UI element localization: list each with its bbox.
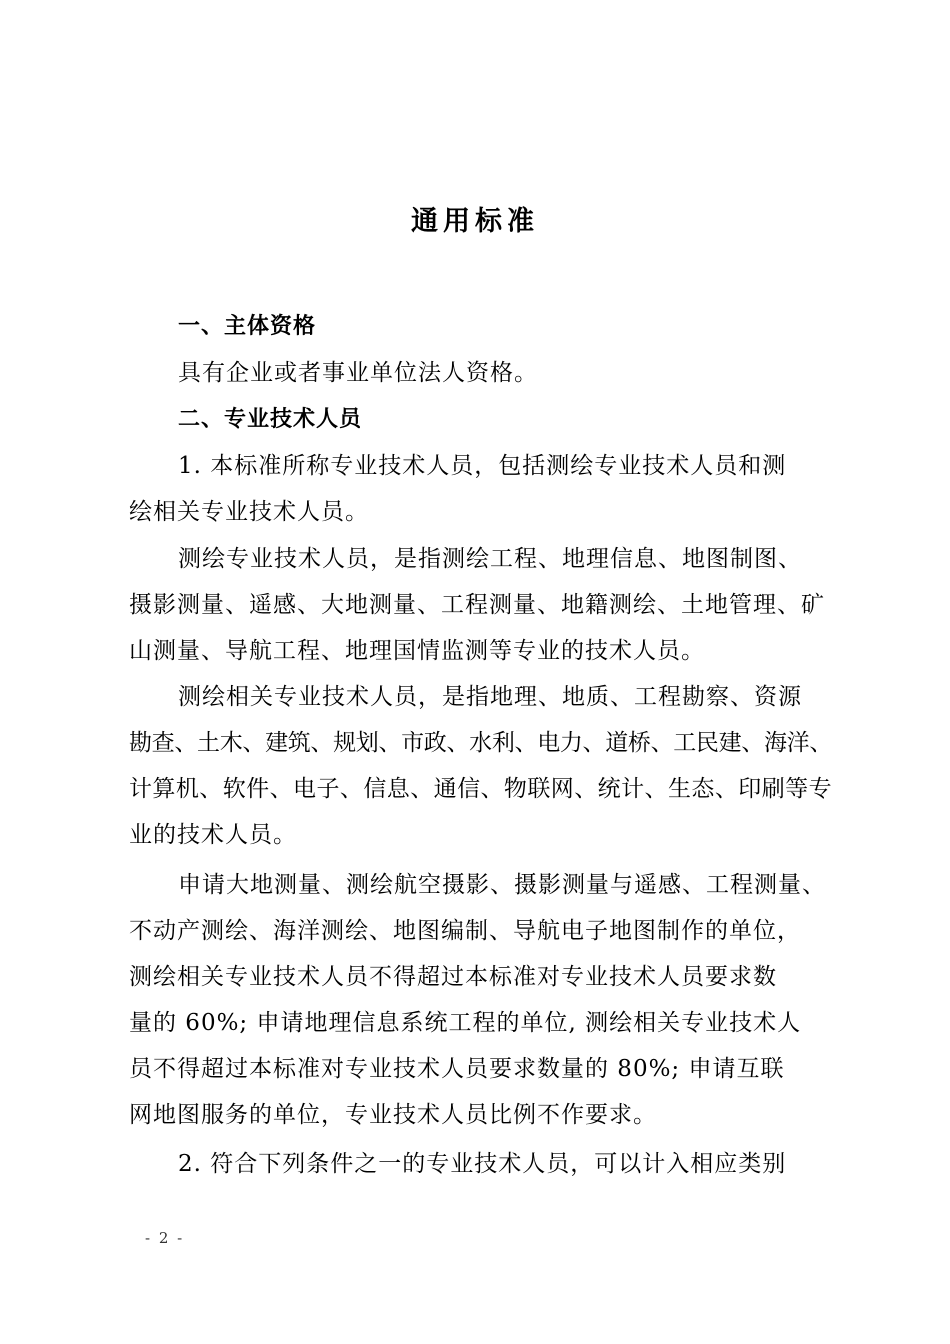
qualification-text: 具有企业或者事业单位法人资格。	[178, 360, 538, 386]
paragraph-line: 山测量、导航工程、地理国情监测等专业的技术人员。	[129, 638, 705, 664]
section-heading-technical-staff: 二、专业技术人员	[178, 407, 363, 432]
paragraph-line: 计算机、软件、电子、信息、通信、物联网、统计、生态、印刷等专	[129, 776, 832, 802]
paragraph-line: 申请大地测量、测绘航空摄影、摄影测量与遥感、工程测量、	[178, 872, 826, 898]
paragraph-line: 不动产测绘、海洋测绘、地图编制、导航电子地图制作的单位，	[129, 918, 801, 944]
paragraph-line: 绘相关专业技术人员。	[129, 499, 369, 525]
paragraph-line: 员不得超过本标准对专业技术人员要求数量的 80%; 申请互联	[129, 1056, 785, 1082]
paragraph-line: 2. 符合下列条件之一的专业技术人员，可以计入相应类别	[178, 1151, 787, 1177]
section-heading-qualification: 一、主体资格	[178, 314, 317, 339]
page-number: - 2 -	[145, 1229, 185, 1247]
paragraph-line: 1. 本标准所称专业技术人员，包括测绘专业技术人员和测	[178, 453, 787, 479]
paragraph-line: 勘查、土木、建筑、规划、市政、水利、电力、道桥、工民建、海洋、	[129, 730, 833, 756]
paragraph-line: 测绘相关专业技术人员，是指地理、地质、工程勘察、资源	[178, 684, 802, 710]
paragraph-line: 业的技术人员。	[129, 822, 297, 848]
paragraph-line: 量的 60%; 申请地理信息系统工程的单位, 测绘相关专业技术人	[129, 1010, 802, 1036]
paragraph-line: 测绘相关专业技术人员不得超过本标准对专业技术人员要求数	[129, 964, 777, 990]
page-title: 通用标准	[411, 206, 539, 237]
paragraph-line: 摄影测量、遥感、大地测量、工程测量、地籍测绘、土地管理、矿	[129, 592, 825, 618]
paragraph-line: 测绘专业技术人员，是指测绘工程、地理信息、地图制图、	[178, 546, 802, 572]
paragraph-line: 网地图服务的单位，专业技术人员比例不作要求。	[129, 1102, 657, 1128]
